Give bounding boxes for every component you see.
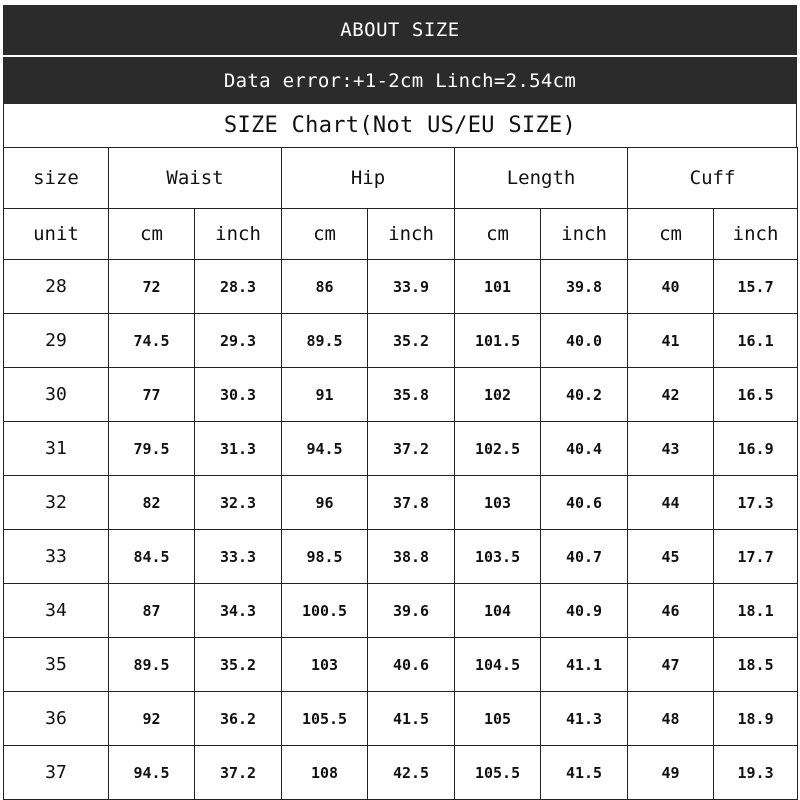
- cell-cuff-cm: 44: [628, 476, 714, 530]
- measurement-note-banner: Data error:+1-2cm Linch=2.54cm: [3, 57, 797, 104]
- cell-size: 28: [4, 260, 109, 314]
- cell-waist-cm: 74.5: [109, 314, 195, 368]
- cell-waist-cm: 87: [109, 584, 195, 638]
- cell-length-inch: 41.5: [541, 746, 628, 800]
- cell-waist-inch: 30.3: [195, 368, 282, 422]
- cell-cuff-cm: 47: [628, 638, 714, 692]
- unit-cuff-inch: inch: [714, 209, 798, 260]
- cell-size: 36: [4, 692, 109, 746]
- cell-cuff-cm: 45: [628, 530, 714, 584]
- cell-hip-cm: 91: [282, 368, 368, 422]
- cell-hip-cm: 86: [282, 260, 368, 314]
- cell-waist-inch: 36.2: [195, 692, 282, 746]
- cell-cuff-inch: 18.5: [714, 638, 798, 692]
- cell-cuff-inch: 15.7: [714, 260, 798, 314]
- cell-length-cm: 105: [455, 692, 541, 746]
- cell-hip-inch: 37.8: [368, 476, 455, 530]
- table-row: [4, 530, 798, 584]
- cell-cuff-cm: 48: [628, 692, 714, 746]
- cell-hip-inch: 42.5: [368, 746, 455, 800]
- cell-size: 37: [4, 746, 109, 800]
- table-row: [4, 584, 798, 638]
- cell-length-cm: 101.5: [455, 314, 541, 368]
- cell-hip-inch: 41.5: [368, 692, 455, 746]
- cell-length-cm: 104.5: [455, 638, 541, 692]
- table-row: [4, 260, 798, 314]
- cell-cuff-inch: 19.3: [714, 746, 798, 800]
- cell-waist-inch: 29.3: [195, 314, 282, 368]
- unit-length-inch: inch: [541, 209, 628, 260]
- cell-cuff-cm: 43: [628, 422, 714, 476]
- unit-cuff-cm: cm: [628, 209, 714, 260]
- cell-size: 32: [4, 476, 109, 530]
- table-row: [4, 476, 798, 530]
- cell-length-inch: 41.1: [541, 638, 628, 692]
- cell-waist-inch: 34.3: [195, 584, 282, 638]
- size-chart-title: SIZE Chart(Not US/EU SIZE): [3, 104, 797, 147]
- cell-size: 35: [4, 638, 109, 692]
- cell-hip-inch: 37.2: [368, 422, 455, 476]
- cell-length-cm: 105.5: [455, 746, 541, 800]
- header-hip: Hip: [282, 148, 455, 209]
- cell-length-inch: 41.3: [541, 692, 628, 746]
- cell-cuff-inch: 16.9: [714, 422, 798, 476]
- cell-hip-inch: 40.6: [368, 638, 455, 692]
- cell-waist-inch: 37.2: [195, 746, 282, 800]
- cell-length-cm: 104: [455, 584, 541, 638]
- table-row: [4, 368, 798, 422]
- cell-waist-cm: 82: [109, 476, 195, 530]
- cell-length-cm: 101: [455, 260, 541, 314]
- header-size: size: [4, 148, 109, 209]
- cell-waist-cm: 92: [109, 692, 195, 746]
- cell-hip-cm: 100.5: [282, 584, 368, 638]
- unit-waist-inch: inch: [195, 209, 282, 260]
- table-row: [4, 422, 798, 476]
- cell-cuff-inch: 17.7: [714, 530, 798, 584]
- cell-waist-cm: 79.5: [109, 422, 195, 476]
- table-row: [4, 746, 798, 800]
- table-row: [4, 692, 798, 746]
- cell-length-inch: 40.9: [541, 584, 628, 638]
- cell-length-cm: 103: [455, 476, 541, 530]
- cell-hip-inch: 35.8: [368, 368, 455, 422]
- table-row: [4, 314, 798, 368]
- cell-hip-cm: 89.5: [282, 314, 368, 368]
- header-cuff: Cuff: [628, 148, 798, 209]
- cell-hip-inch: 35.2: [368, 314, 455, 368]
- cell-cuff-cm: 46: [628, 584, 714, 638]
- cell-size: 30: [4, 368, 109, 422]
- unit-row: [4, 209, 798, 260]
- cell-length-inch: 39.8: [541, 260, 628, 314]
- cell-cuff-cm: 41: [628, 314, 714, 368]
- cell-hip-cm: 98.5: [282, 530, 368, 584]
- cell-cuff-cm: 49: [628, 746, 714, 800]
- unit-length-cm: cm: [455, 209, 541, 260]
- cell-hip-inch: 39.6: [368, 584, 455, 638]
- cell-cuff-inch: 16.1: [714, 314, 798, 368]
- cell-size: 34: [4, 584, 109, 638]
- cell-waist-cm: 84.5: [109, 530, 195, 584]
- cell-cuff-inch: 17.3: [714, 476, 798, 530]
- cell-length-inch: 40.0: [541, 314, 628, 368]
- size-table: [3, 147, 798, 800]
- cell-cuff-cm: 40: [628, 260, 714, 314]
- header-length: Length: [455, 148, 628, 209]
- cell-length-inch: 40.2: [541, 368, 628, 422]
- cell-length-inch: 40.6: [541, 476, 628, 530]
- cell-waist-inch: 32.3: [195, 476, 282, 530]
- cell-cuff-inch: 16.5: [714, 368, 798, 422]
- cell-hip-cm: 96: [282, 476, 368, 530]
- cell-length-cm: 103.5: [455, 530, 541, 584]
- cell-hip-cm: 94.5: [282, 422, 368, 476]
- cell-hip-inch: 38.8: [368, 530, 455, 584]
- cell-hip-inch: 33.9: [368, 260, 455, 314]
- cell-waist-inch: 31.3: [195, 422, 282, 476]
- cell-size: 31: [4, 422, 109, 476]
- cell-waist-cm: 77: [109, 368, 195, 422]
- cell-waist-cm: 94.5: [109, 746, 195, 800]
- header-row: [4, 148, 798, 209]
- about-size-banner: ABOUT SIZE: [3, 5, 797, 55]
- cell-waist-inch: 35.2: [195, 638, 282, 692]
- cell-cuff-inch: 18.1: [714, 584, 798, 638]
- cell-length-cm: 102: [455, 368, 541, 422]
- cell-hip-cm: 108: [282, 746, 368, 800]
- cell-waist-cm: 72: [109, 260, 195, 314]
- cell-hip-cm: 103: [282, 638, 368, 692]
- table-row: [4, 638, 798, 692]
- unit-waist-cm: cm: [109, 209, 195, 260]
- unit-hip-inch: inch: [368, 209, 455, 260]
- cell-size: 33: [4, 530, 109, 584]
- cell-cuff-inch: 18.9: [714, 692, 798, 746]
- cell-waist-inch: 33.3: [195, 530, 282, 584]
- cell-length-inch: 40.7: [541, 530, 628, 584]
- cell-length-cm: 102.5: [455, 422, 541, 476]
- header-waist: Waist: [109, 148, 282, 209]
- unit-hip-cm: cm: [282, 209, 368, 260]
- cell-waist-inch: 28.3: [195, 260, 282, 314]
- cell-cuff-cm: 42: [628, 368, 714, 422]
- cell-waist-cm: 89.5: [109, 638, 195, 692]
- unit-label: unit: [4, 209, 109, 260]
- cell-hip-cm: 105.5: [282, 692, 368, 746]
- cell-size: 29: [4, 314, 109, 368]
- cell-length-inch: 40.4: [541, 422, 628, 476]
